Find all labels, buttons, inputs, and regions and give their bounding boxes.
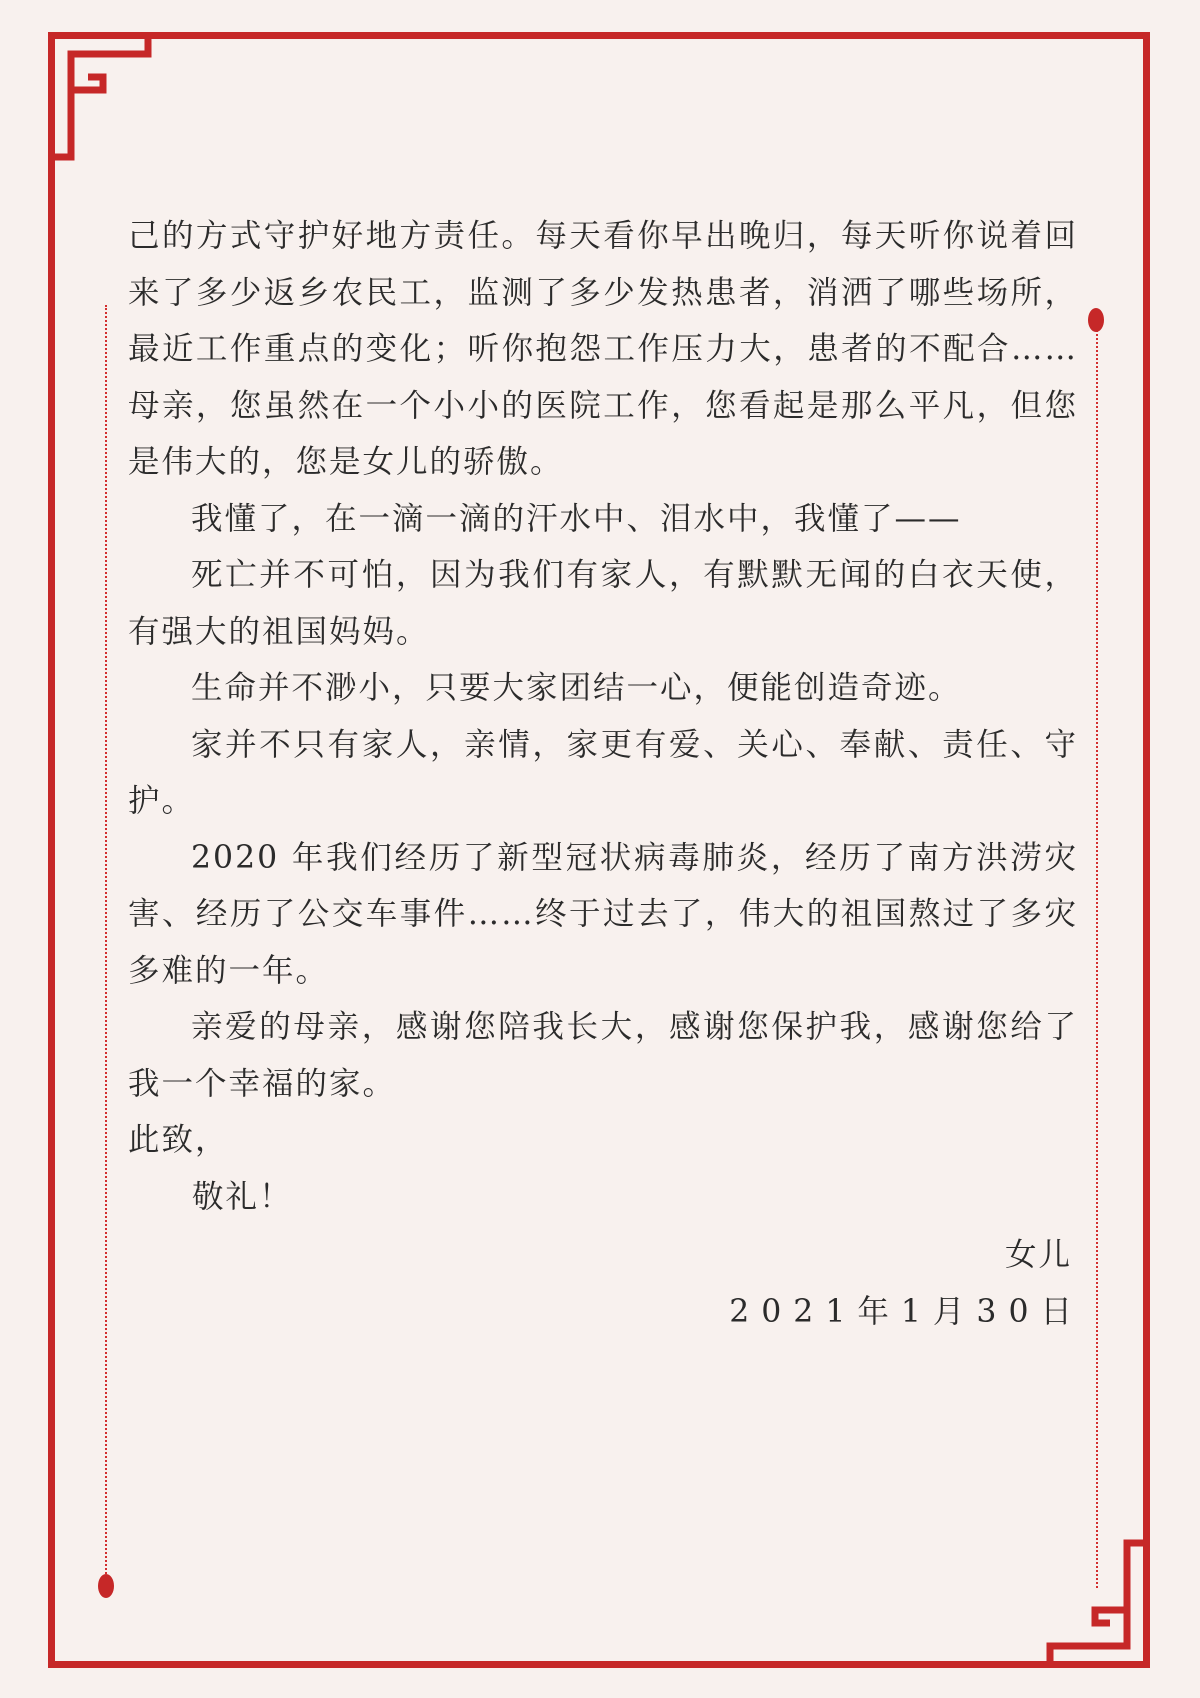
letter-body — [128, 208, 1078, 1225]
red-dot-ornament-right — [1088, 308, 1104, 332]
red-dot-ornament-left — [98, 1574, 114, 1598]
letter-paragraph: 我懂了，在一滴一滴的汗水中、泪水中，我懂了—— — [191, 500, 962, 537]
right-margin-dotted-line — [1096, 318, 1098, 1588]
letter-paragraph: 家并不只有家人，亲情，家更有爱、关心、奉献、责任、守护。 — [128, 726, 1078, 819]
signature-name: 女儿 — [1004, 1237, 1072, 1273]
corner-ornament-bottom-right — [1030, 1528, 1150, 1668]
letter-paragraph: 亲爱的母亲，感谢您陪我长大，感谢您保护我，感谢您给了我一个幸福的家。 — [128, 1009, 1078, 1102]
letter-paragraph: 生命并不渺小，只要大家团结一心，便能创造奇迹。 — [191, 670, 962, 706]
letter-salutation: 敬礼！ — [192, 1178, 293, 1215]
letter-paragraph: 己的方式守护好地方责任。每天看你早出晚归，每天听你说着回来了多少返乡农民工，监测了多少发热患者，消洒了哪些场所，最近工作重点的变化；听你抱怨工作压力大，患者的不配合……母亲，您虽然在一个小小的医院工作，您看起是那么平凡，但您是伟大的，您是女儿的骄傲。 — [128, 218, 1078, 480]
signature-date: 2021年1月30日 — [729, 1293, 1084, 1330]
left-margin-dotted-line — [105, 305, 107, 1585]
letter-paragraph: 2020 年我们经历了新型冠状病毒肺炎，经历了南方洪涝灾害、经历了公交车事件……终于过去了，伟大的祖国熬过了多灾多难的一年。 — [128, 839, 1078, 989]
letter-closing: 此致， — [128, 1122, 229, 1158]
letter-paragraph: 死亡并不可怕，因为我们有家人，有默默无闻的白衣天使，有强大的祖国妈妈。 — [128, 557, 1078, 650]
corner-ornament-top-left — [48, 32, 168, 172]
letter-signature-block — [729, 1227, 1084, 1340]
